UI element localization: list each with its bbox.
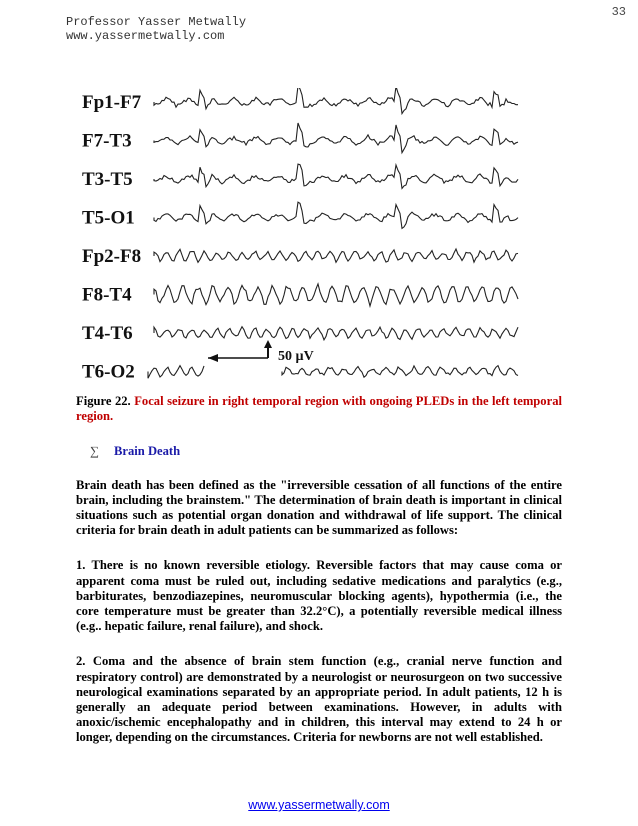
eeg-trace bbox=[154, 202, 518, 228]
eeg-trace bbox=[154, 88, 518, 114]
header-author: Professor Yasser Metwally bbox=[66, 15, 247, 29]
page-number: 33 bbox=[611, 5, 626, 19]
section-title: Brain Death bbox=[114, 444, 181, 459]
eeg-trace bbox=[148, 366, 204, 379]
figure-caption-text: Focal seizure in right temporal region with ongoing PLEDs in the left temporal region. bbox=[76, 394, 562, 424]
header-site: www.yassermetwally.com bbox=[66, 29, 225, 43]
sigma-bullet-icon: ∑ bbox=[90, 444, 99, 459]
paragraph-criterion-2: 2. Coma and the absence of brain stem function (e.g., cranial nerve function and respiratory control) are demonstrated by a neurologist or neurosurgeon on two successive neurological examinations separated by an appropriate period. In adult patients, 12 h is generally an adequate period between examinations. However, in adults with anoxic/ischemic encephalopathy and in children, this interval may extend to 24 h or longer, depending on the circumstances. Criteria for newborns are not well established. bbox=[76, 654, 562, 745]
calibration-label: 50 µV bbox=[278, 349, 314, 364]
channel-label: T5-O1 bbox=[82, 207, 135, 229]
eeg-trace bbox=[154, 249, 518, 262]
eeg-trace bbox=[154, 284, 518, 306]
eeg-figure bbox=[82, 88, 522, 380]
paragraph-criterion-1: 1. There is no known reversible etiology. Reversible factors that may cause coma or apparent coma must be ruled out, including sedative medications and paralytics (e.g., barbiturates, benzodiazepines, neuromuscular blocking agents), hypothermia (i.e., the core temperature must be greater than 32.2°C), a potentially reversible medical illness (e.g.. hepatic failure, renal failure), and shock. bbox=[76, 558, 562, 634]
eeg-trace bbox=[154, 327, 518, 340]
channel-label: Fp1-F7 bbox=[82, 92, 142, 113]
channel-label: T6-O2 bbox=[82, 361, 135, 380]
eeg-trace-segment bbox=[282, 366, 518, 378]
eeg-trace bbox=[154, 164, 518, 188]
channel-label: Fp2-F8 bbox=[82, 246, 142, 267]
channel-label: F8-T4 bbox=[82, 284, 132, 306]
channel-label: T4-T6 bbox=[82, 323, 133, 344]
paragraph-intro: Brain death has been defined as the "irreversible cessation of all functions of the entire brain, including the brainstem." The determination of brain death is important in clinical situations such as potential organ donation and withdrawal of life support. The clinical criteria for brain death in adult patients can be summarized as follows: bbox=[76, 477, 562, 538]
channel-label: T3-T5 bbox=[82, 169, 133, 190]
figure-caption-label: Figure 22. bbox=[76, 394, 131, 408]
calibration-marker bbox=[208, 340, 314, 364]
eeg-trace bbox=[154, 123, 518, 153]
channel-label: F7-T3 bbox=[82, 130, 132, 152]
figure-caption bbox=[76, 394, 562, 424]
page-body bbox=[76, 394, 562, 746]
section-heading bbox=[90, 444, 562, 459]
footer-link[interactable]: www.yassermetwally.com bbox=[248, 798, 390, 812]
calibration-arrow-head bbox=[208, 354, 218, 362]
calibration-bar-head bbox=[264, 340, 272, 348]
page-header bbox=[66, 15, 246, 43]
page-footer bbox=[0, 798, 638, 812]
